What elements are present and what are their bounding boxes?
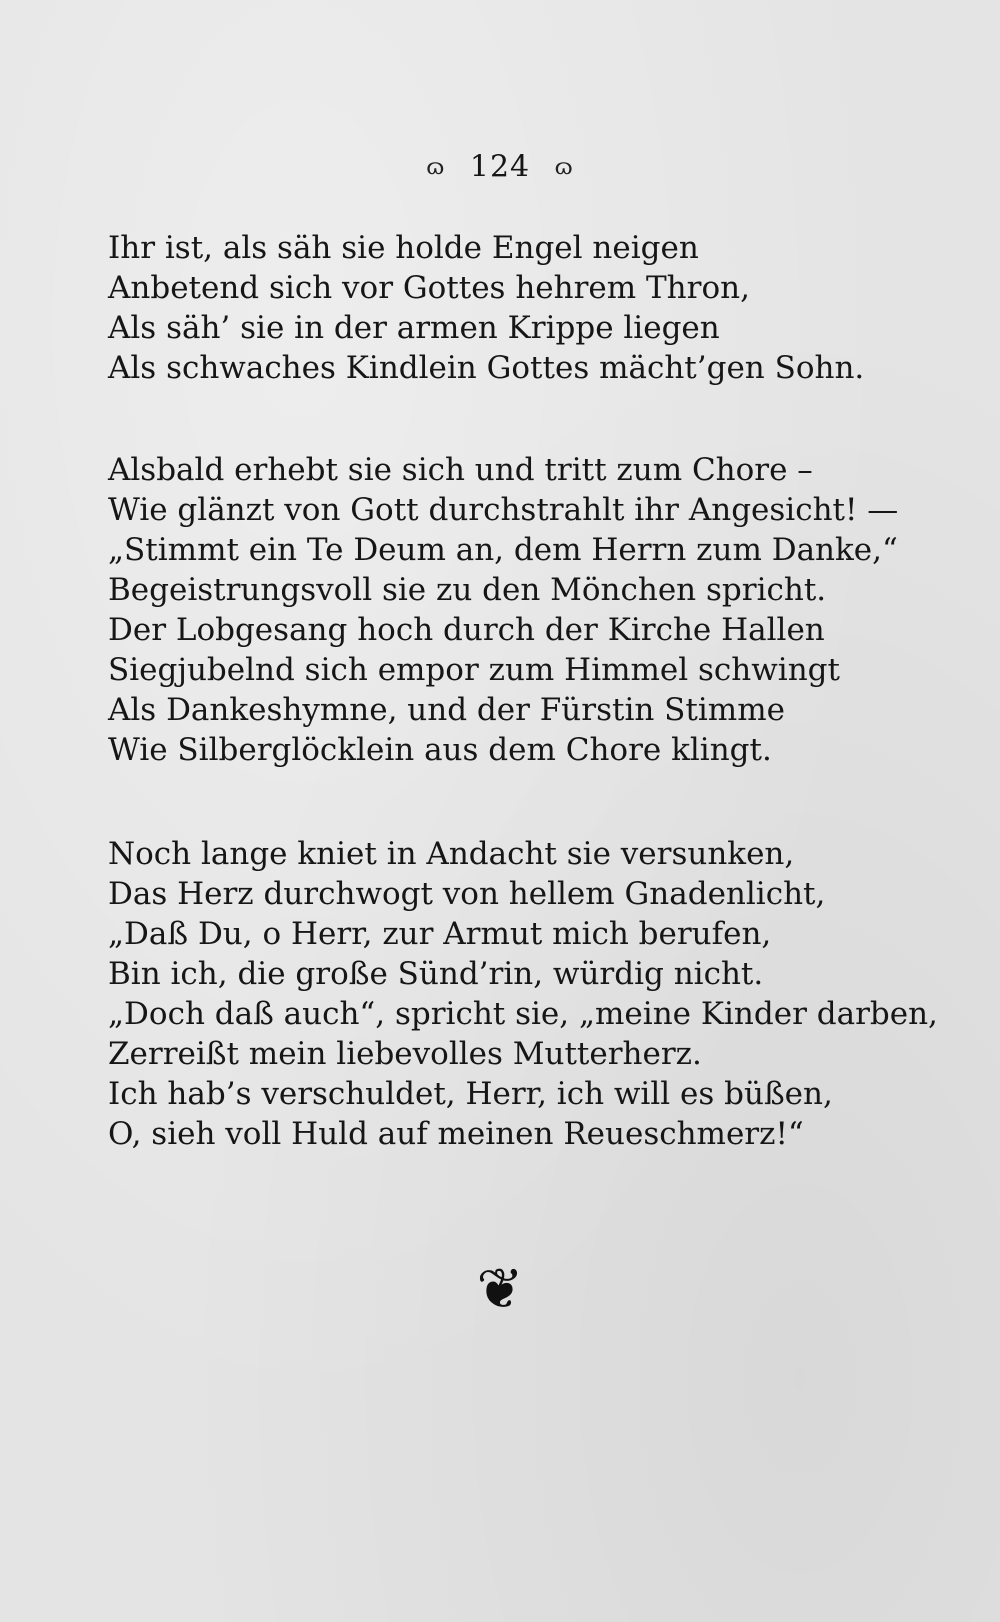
stanza-2	[108, 450, 899, 770]
header-ornament-right: ɷ	[554, 154, 574, 180]
verse-line: Siegjubelnd sich empor zum Himmel schwingt	[108, 652, 840, 688]
verse-line: Bin ich, die große Sünd’rin, würdig nicht.	[108, 956, 764, 992]
verse-line: Das Herz durchwogt von hellem Gnadenlicht,	[108, 876, 826, 912]
verse-line: Alsbald erhebt sie sich und tritt zum Chore –	[108, 452, 813, 488]
stanza-1	[108, 228, 888, 388]
page-number: 124	[469, 149, 531, 185]
header-ornament-left: ɷ	[426, 154, 446, 180]
verse-line: Ich hab’s verschuldet, Herr, ich will es büßen,	[108, 1076, 833, 1112]
page-header	[0, 148, 1000, 185]
verse-line: „Daß Du, o Herr, zur Armut mich berufen,	[108, 916, 772, 952]
verse-line: Begeistrungsvoll sie zu den Mönchen spricht.	[108, 572, 827, 608]
fleuron-ornament-icon: ❦	[476, 1257, 524, 1322]
stanza-3	[108, 834, 938, 1154]
verse-line: Wie glänzt von Gott durchstrahlt ihr Angesicht! —	[108, 492, 899, 528]
verse-line: Als Dankeshymne, und der Fürstin Stimme	[108, 692, 785, 728]
verse-line: „Stimmt ein Te Deum an, dem Herrn zum Danke,“	[108, 532, 898, 568]
verse-line: Als säh’ sie in der armen Krippe liegen	[108, 310, 720, 346]
verse-line: „Doch daß auch“, spricht sie, „meine Kinder darben,	[108, 996, 938, 1032]
verse-line: Noch lange kniet in Andacht sie versunken,	[108, 836, 795, 872]
verse-line: Zerreißt mein liebevolles Mutterherz.	[108, 1036, 702, 1072]
verse-line: Anbetend sich vor Gottes hehrem Thron,	[108, 270, 750, 306]
verse-line: Als schwaches Kindlein Gottes mächt’gen Sohn.	[108, 350, 865, 386]
verse-line: Ihr ist, als säh sie holde Engel neigen	[108, 230, 699, 266]
verse-line: Der Lobgesang hoch durch der Kirche Hallen	[108, 612, 825, 648]
verse-line: Wie Silberglöcklein aus dem Chore klingt.	[108, 732, 772, 768]
verse-line: O, sieh voll Huld auf meinen Reueschmerz!“	[108, 1116, 804, 1152]
